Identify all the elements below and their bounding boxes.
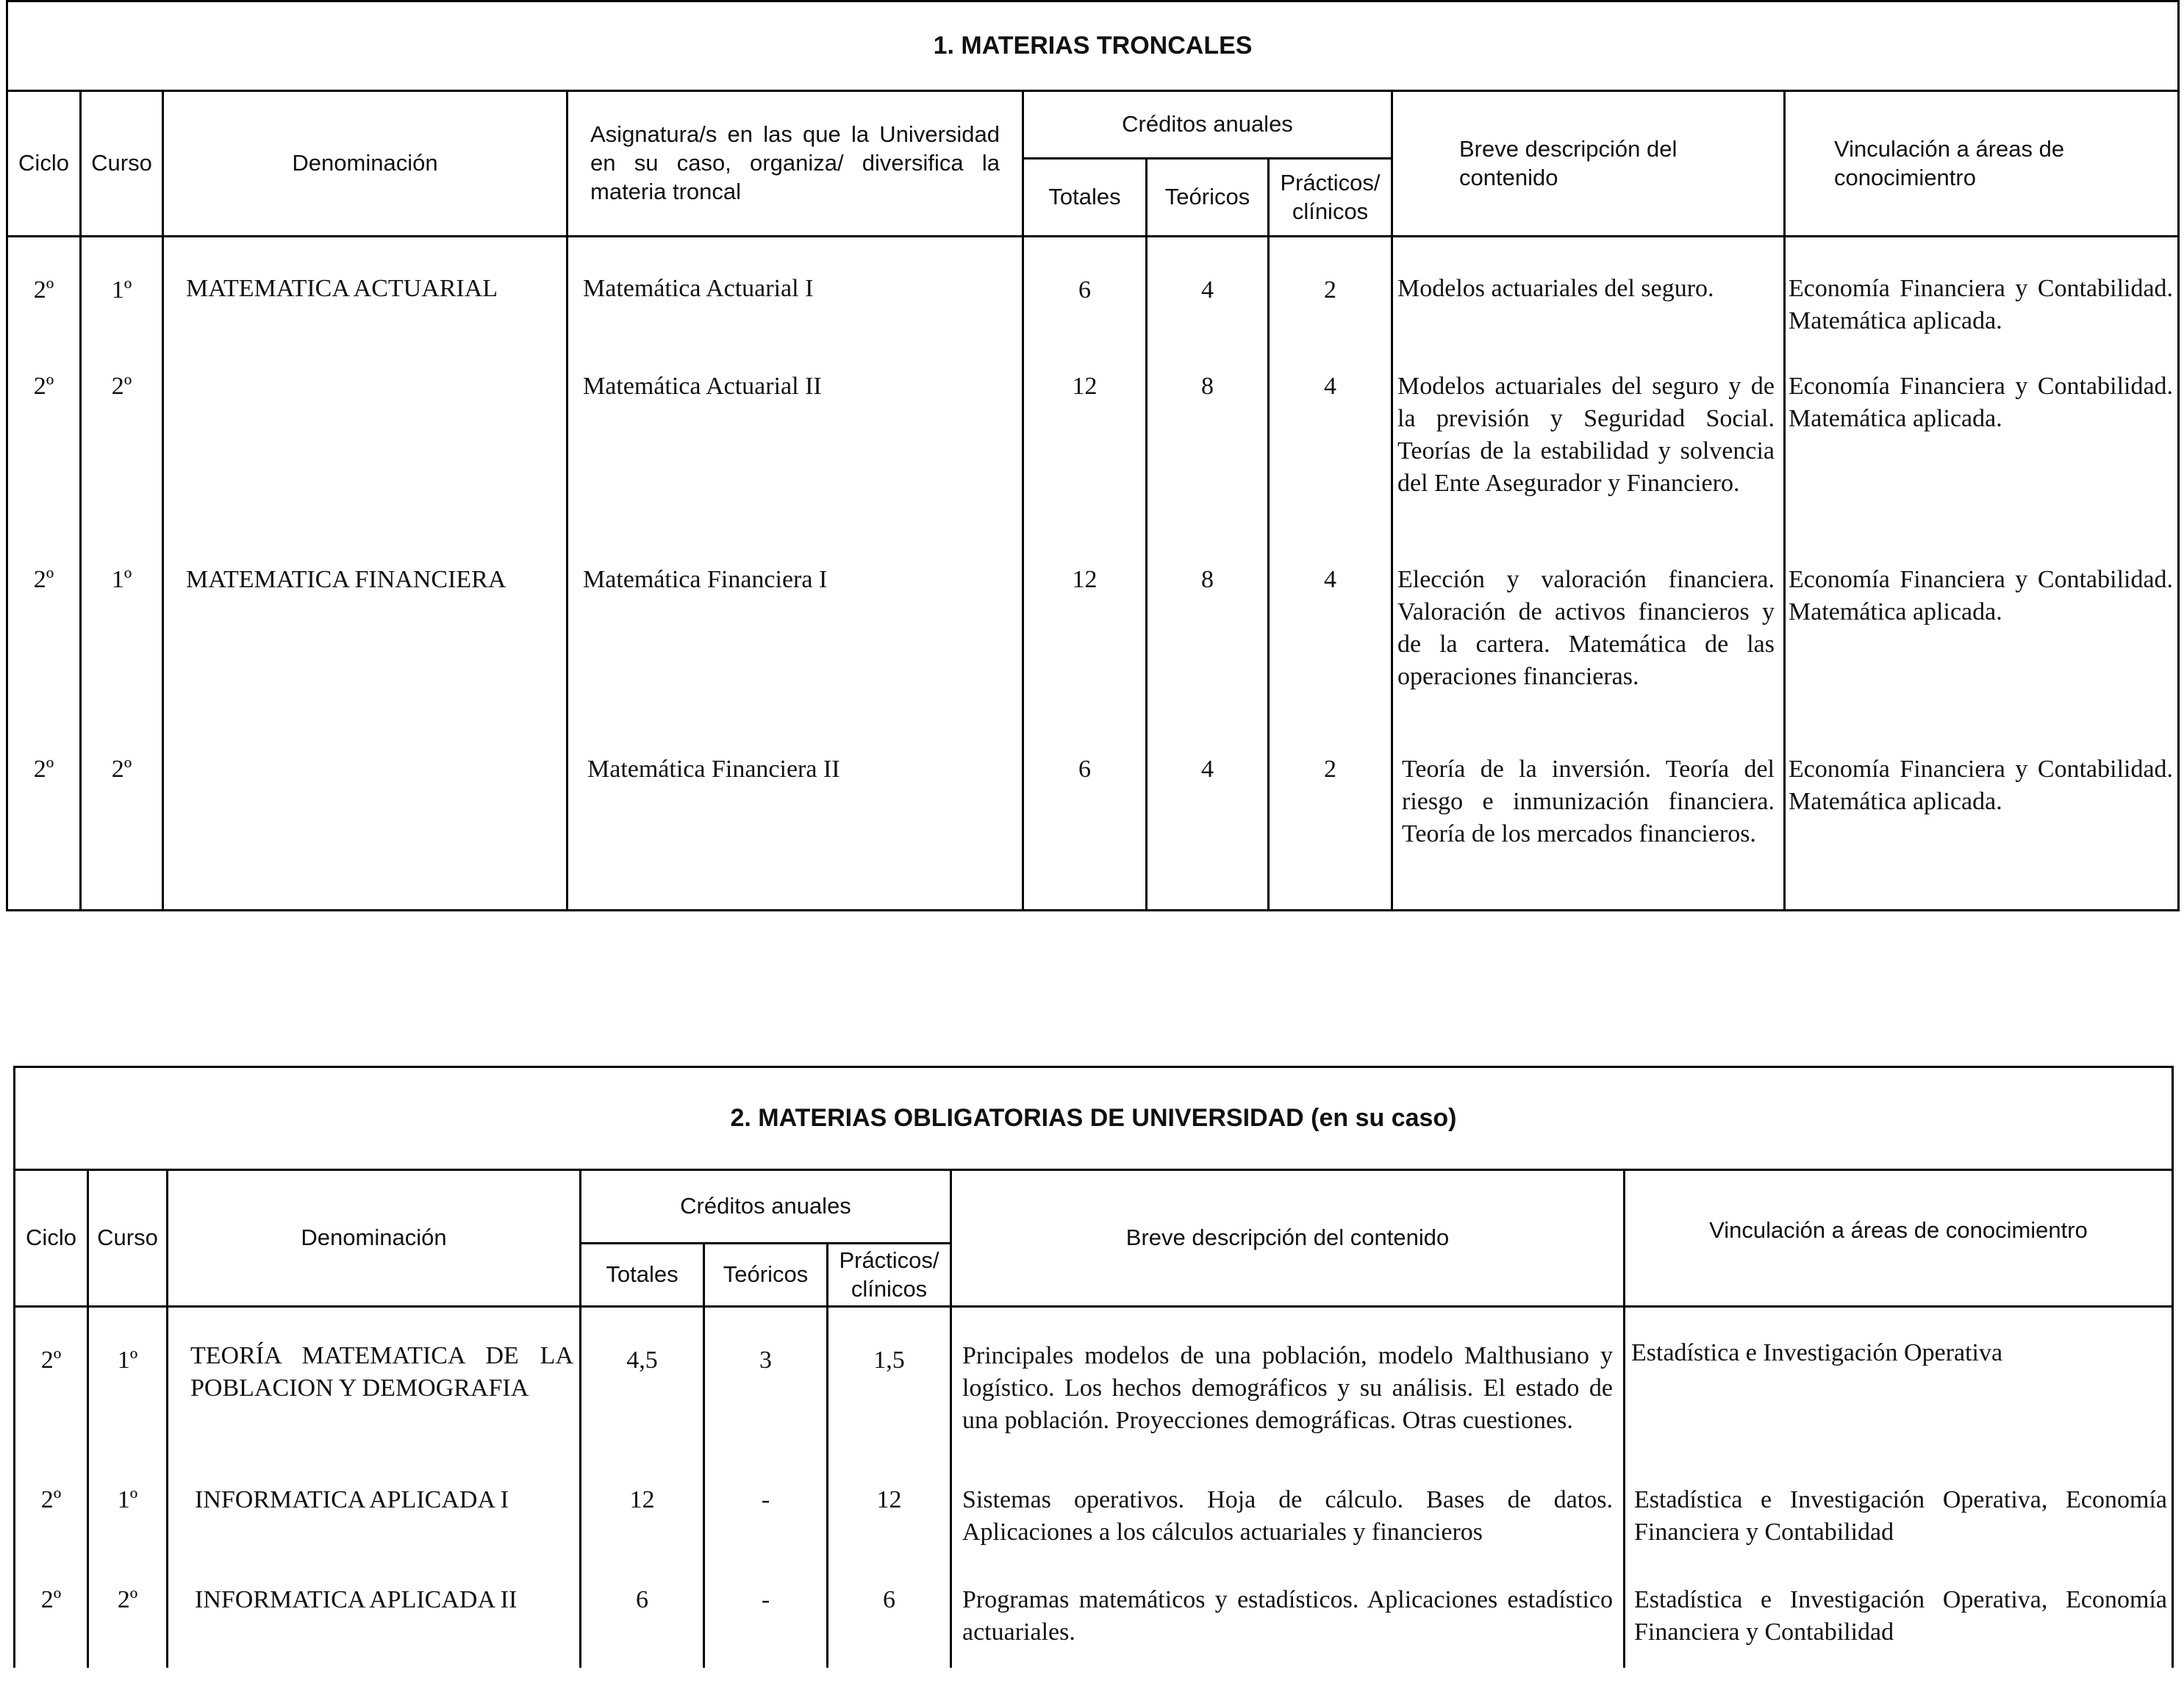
cell-ciclo: 2º [15, 1472, 88, 1568]
header-denominacion: Denominación [163, 91, 568, 237]
cell-denominacion: TEORÍA MATEMATICA DE LA POBLACION Y DEMOGRAFIA [168, 1307, 581, 1472]
table-row [15, 1307, 2173, 1472]
cell-asignatura: Matemática Financiera I [568, 558, 1023, 747]
cell-ciclo: 2º [15, 1307, 88, 1472]
cell-descripcion: Modelos actuariales del seguro. [1392, 237, 1785, 363]
cell-curso: 2º [88, 1568, 168, 1668]
cell-curso: 1º [88, 1472, 168, 1568]
cell-totales: 4,5 [581, 1307, 704, 1472]
cell-curso: 1º [88, 1307, 168, 1472]
cell-practicos: 12 [828, 1472, 951, 1568]
header-vinculacion: Vinculación a áreas de conocimientro [1785, 91, 2179, 237]
cell-totales: 12 [1023, 558, 1147, 747]
header-teoricos: Teóricos [1147, 159, 1269, 237]
cell-curso: 2º [81, 747, 163, 911]
cell-teoricos: - [704, 1568, 828, 1668]
cell-practicos: 1,5 [828, 1307, 951, 1472]
header-descripcion: Breve descripción del contenido [951, 1170, 1625, 1307]
table-materias-obligatorias [13, 1066, 2174, 1668]
cell-totales: 6 [1023, 747, 1147, 911]
cell-teoricos: 3 [704, 1307, 828, 1472]
cell-denominacion: INFORMATICA APLICADA II [168, 1568, 581, 1668]
cell-ciclo: 2º [7, 363, 81, 558]
cell-denominacion [163, 363, 568, 558]
cell-practicos: 2 [1269, 237, 1392, 363]
cell-teoricos: 4 [1147, 747, 1269, 911]
header-ciclo: Ciclo [7, 91, 81, 237]
section2-title: 2. MATERIAS OBLIGATORIAS DE UNIVERSIDAD (en su caso) [15, 1067, 2173, 1170]
header-teoricos: Teóricos [704, 1244, 828, 1307]
cell-vinculacion: Economía Financiera y Contabilidad. Matemática aplicada. [1785, 237, 2179, 363]
cell-practicos: 2 [1269, 747, 1392, 911]
cell-descripcion: Sistemas operativos. Hoja de cálculo. Bases de datos. Aplicaciones a los cálculos actuariales y financieros [951, 1472, 1625, 1568]
header-asignatura: Asignatura/s en las que la Universidad en su caso, organiza/ diversifica la materia troncal [568, 91, 1023, 237]
header-creditos: Créditos anuales [581, 1170, 951, 1244]
cell-teoricos: - [704, 1472, 828, 1568]
cell-descripcion: Programas matemáticos y estadísticos. Aplicaciones estadístico actuariales. [951, 1568, 1625, 1668]
table-row [7, 237, 2179, 363]
header-practicos: Prácticos/ clínicos [1269, 159, 1392, 237]
cell-asignatura: Matemática Actuarial I [568, 237, 1023, 363]
cell-asignatura: Matemática Actuarial II [568, 363, 1023, 558]
cell-teoricos: 4 [1147, 237, 1269, 363]
cell-practicos: 4 [1269, 558, 1392, 747]
header-practicos: Prácticos/ clínicos [828, 1244, 951, 1307]
cell-vinculacion: Economía Financiera y Contabilidad. Matemática aplicada. [1785, 558, 2179, 747]
cell-vinculacion: Estadística e Investigación Operativa, Economía Financiera y Contabilidad [1625, 1472, 2173, 1568]
cell-denominacion: INFORMATICA APLICADA I [168, 1472, 581, 1568]
cell-curso: 2º [81, 363, 163, 558]
cell-vinculacion: Economía Financiera y Contabilidad. Matemática aplicada. [1785, 363, 2179, 558]
cell-curso: 1º [81, 558, 163, 747]
cell-curso: 1º [81, 237, 163, 363]
cell-ciclo: 2º [7, 237, 81, 363]
cell-totales: 12 [1023, 363, 1147, 558]
table-row [15, 1568, 2173, 1668]
cell-descripcion: Elección y valoración financiera. Valoración de activos financieros y de la cartera. Matemática de las operaciones financieras. [1392, 558, 1785, 747]
cell-descripcion: Teoría de la inversión. Teoría del riesgo e inmunización financiera. Teoría de los mercados financieros. [1392, 747, 1785, 911]
cell-vinculacion: Economía Financiera y Contabilidad. Matemática aplicada. [1785, 747, 2179, 911]
cell-vinculacion: Estadística e Investigación Operativa, Economía Financiera y Contabilidad [1625, 1568, 2173, 1668]
cell-practicos: 6 [828, 1568, 951, 1668]
header-ciclo: Ciclo [15, 1170, 88, 1307]
table-row [7, 363, 2179, 558]
cell-denominacion: MATEMATICA FINANCIERA [163, 558, 568, 747]
cell-denominacion: MATEMATICA ACTUARIAL [163, 237, 568, 363]
table-row [7, 747, 2179, 911]
table-materias-troncales [6, 0, 2180, 911]
cell-totales: 6 [581, 1568, 704, 1668]
header-denominacion: Denominación [168, 1170, 581, 1307]
header-creditos: Créditos anuales [1023, 91, 1392, 159]
header-curso: Curso [81, 91, 163, 237]
cell-totales: 6 [1023, 237, 1147, 363]
cell-vinculacion: Estadística e Investigación Operativa [1625, 1307, 2173, 1472]
cell-practicos: 4 [1269, 363, 1392, 558]
cell-totales: 12 [581, 1472, 704, 1568]
header-totales: Totales [581, 1244, 704, 1307]
header-descripcion: Breve descripción del contenido [1392, 91, 1785, 237]
section1-title: 1. MATERIAS TRONCALES [7, 1, 2179, 91]
cell-teoricos: 8 [1147, 558, 1269, 747]
header-curso: Curso [88, 1170, 168, 1307]
table-row [15, 1472, 2173, 1568]
cell-ciclo: 2º [7, 747, 81, 911]
cell-ciclo: 2º [7, 558, 81, 747]
cell-descripcion: Principales modelos de una población, modelo Malthusiano y logístico. Los hechos demográficos y su análisis. El estado de una población. Proyecciones demográficas. Otras cuestiones. [951, 1307, 1625, 1472]
cell-denominacion [163, 747, 568, 911]
table-row [7, 558, 2179, 747]
cell-descripcion: Modelos actuariales del seguro y de la previsión y Seguridad Social. Teorías de la estabilidad y solvencia del Ente Asegurador y Financiero. [1392, 363, 1785, 558]
header-vinculacion: Vinculación a áreas de conocimientro [1625, 1170, 2173, 1307]
header-totales: Totales [1023, 159, 1147, 237]
cell-asignatura: Matemática Financiera II [568, 747, 1023, 911]
cell-teoricos: 8 [1147, 363, 1269, 558]
cell-ciclo: 2º [15, 1568, 88, 1668]
